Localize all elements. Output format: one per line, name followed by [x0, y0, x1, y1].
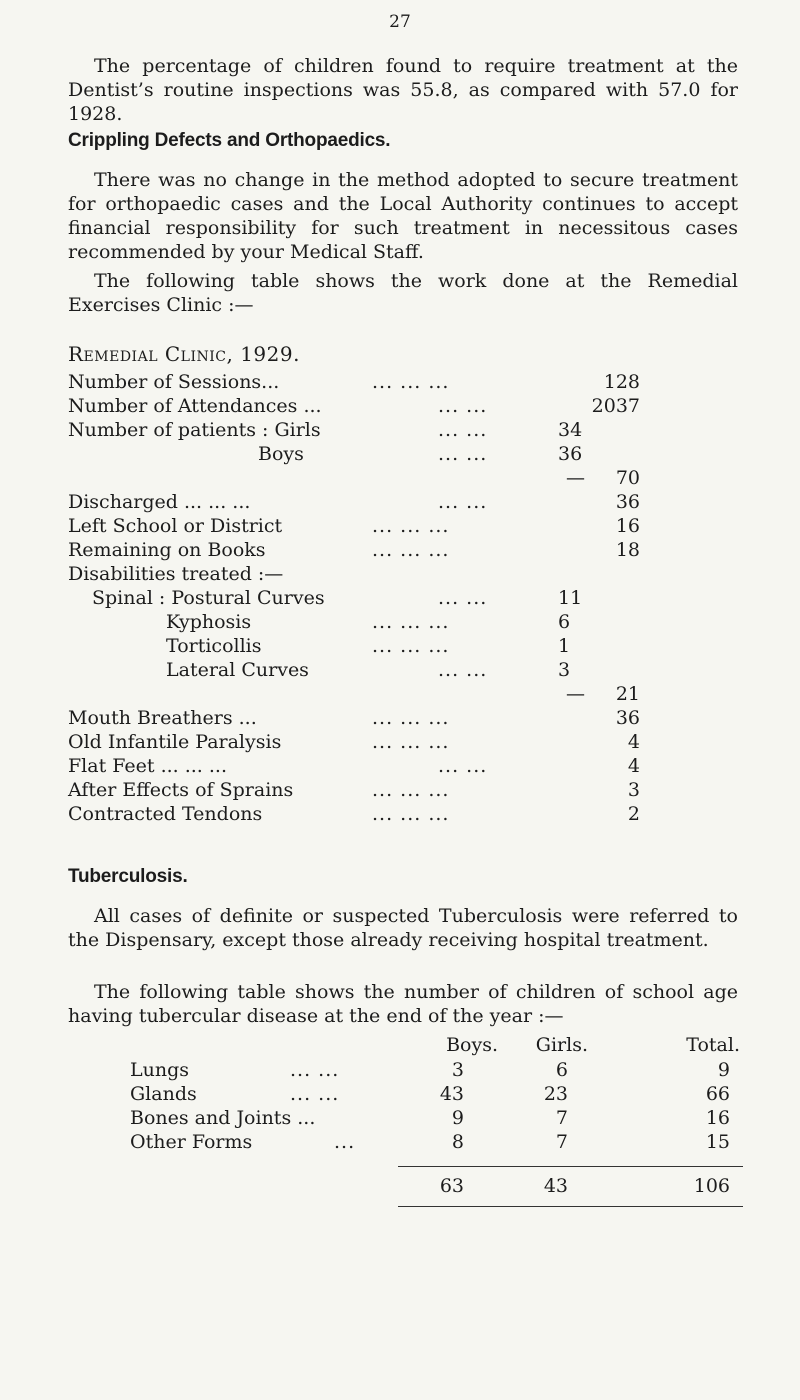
- leader-dots: ... ... ...: [372, 779, 450, 801]
- table-row: [0, 466, 800, 490]
- row-label: Number of patients : Girls: [68, 419, 321, 441]
- row-label: Kyphosis: [166, 611, 252, 633]
- leader-dots: ... ... ...: [372, 515, 450, 537]
- row-value: 128: [603, 371, 640, 393]
- row-value: 2037: [591, 395, 640, 417]
- table-row: [0, 610, 800, 634]
- boys-total: 63: [439, 1175, 464, 1197]
- row-label: Bones and Joints ...: [130, 1107, 316, 1129]
- table-row: [0, 514, 800, 538]
- table-row: [0, 682, 800, 706]
- column-header-total: Total.: [686, 1034, 740, 1056]
- table-row: [0, 778, 800, 802]
- leader-dots: ... ...: [438, 659, 488, 681]
- table-row: [0, 418, 800, 442]
- boys-cell: 9: [451, 1107, 464, 1129]
- total-rule-top: [398, 1166, 743, 1167]
- leader-dots: ... ...: [438, 587, 488, 609]
- grand-total: 106: [693, 1175, 730, 1197]
- remedial-intro-paragraph: The following table shows the work done at the Remedial Exercises Clinic :—: [68, 270, 738, 316]
- row-label: Lungs: [130, 1059, 190, 1081]
- table-row: [0, 706, 800, 730]
- table-row: [0, 490, 800, 514]
- leader-dots: ... ...: [290, 1059, 340, 1081]
- row-label: Mouth Breathers ...: [68, 707, 257, 729]
- total-rule-bottom: [398, 1206, 743, 1207]
- row-label: Boys: [258, 443, 304, 465]
- subtotal-dash: —: [566, 467, 585, 489]
- row-label: Spinal : Postural Curves: [92, 587, 325, 609]
- leader-dots: ... ...: [438, 491, 488, 513]
- remedial-clinic-title: Remedial Clinic, 1929.: [68, 342, 300, 366]
- row-label: Lateral Curves: [166, 659, 309, 681]
- table-row: [0, 562, 800, 586]
- row-subvalue: 36: [558, 443, 583, 465]
- table-row: [0, 1058, 800, 1082]
- row-label: Torticollis: [166, 635, 262, 657]
- table-row: [0, 754, 800, 778]
- row-value: 36: [615, 491, 640, 513]
- leader-dots: ... ... ...: [372, 371, 450, 393]
- row-value: 3: [627, 779, 640, 801]
- column-header-girls: Girls.: [535, 1034, 588, 1056]
- table-row: [0, 658, 800, 682]
- row-label: After Effects of Sprains: [68, 779, 294, 801]
- table-row: [0, 634, 800, 658]
- row-value: 2: [627, 803, 640, 825]
- leader-dots: ... ...: [290, 1083, 340, 1105]
- total-cell: 66: [705, 1083, 730, 1105]
- orthopaedic-paragraph: There was no change in the method adopted to secure treatment for orthopaedic cases and the Local Authority continues to accept financial responsibility for such treatment in necessitous cases recommended by your Medical Staff.: [68, 169, 738, 263]
- tb-table-intro-paragraph: The following table shows the number of children of school age having tubercular disease at the end of the year :—: [68, 981, 738, 1027]
- crippling-defects-heading: Crippling Defects and Orthopaedics.: [68, 130, 391, 151]
- leader-dots: ... ... ...: [372, 635, 450, 657]
- leader-dots: ... ... ...: [372, 803, 450, 825]
- row-value: 70: [615, 467, 640, 489]
- table-row: [0, 730, 800, 754]
- table-row: [0, 1106, 800, 1130]
- leader-dots: ... ...: [438, 755, 488, 777]
- girls-cell: 23: [543, 1083, 568, 1105]
- leader-dots: ... ... ...: [372, 707, 450, 729]
- dentist-paragraph: The percentage of children found to require treatment at the Dentist’s routine inspections was 55.8, as compared with 57.0 for 1928.: [68, 55, 738, 125]
- table-row: [0, 538, 800, 562]
- table-row: [0, 394, 800, 418]
- tuberculosis-heading: Tuberculosis.: [68, 866, 188, 887]
- row-subvalue: 1: [558, 635, 571, 657]
- row-subvalue: 11: [558, 587, 583, 609]
- row-label: Contracted Tendons: [68, 803, 263, 825]
- row-label: Flat Feet ... ... ...: [68, 755, 228, 777]
- leader-dots: ... ...: [438, 419, 488, 441]
- table-row: [0, 586, 800, 610]
- table-row: [0, 1082, 800, 1106]
- row-value: 4: [627, 755, 640, 777]
- row-label: Number of Attendances ...: [68, 395, 322, 417]
- leader-dots: ... ... ...: [372, 611, 450, 633]
- row-label: Remaining on Books: [68, 539, 266, 561]
- leader-dots: ... ...: [438, 395, 488, 417]
- row-value: 4: [627, 731, 640, 753]
- row-label: Left School or District: [68, 515, 283, 537]
- leader-dots: ... ...: [438, 443, 488, 465]
- row-label: Other Forms: [130, 1131, 253, 1153]
- table-row: [0, 802, 800, 826]
- leader-dots: ... ... ...: [372, 731, 450, 753]
- row-label: Number of Sessions...: [68, 371, 280, 393]
- row-value: 18: [615, 539, 640, 561]
- leader-dots: ... ... ...: [372, 539, 450, 561]
- boys-cell: 43: [439, 1083, 464, 1105]
- total-cell: 15: [705, 1131, 730, 1153]
- girls-cell: 7: [555, 1131, 568, 1153]
- subtotal-dash: —: [566, 683, 585, 705]
- boys-cell: 3: [451, 1059, 464, 1081]
- row-subvalue: 34: [558, 419, 583, 441]
- row-label: Disabilities treated :—: [68, 563, 284, 585]
- table-row: [0, 442, 800, 466]
- row-label: Old Infantile Paralysis: [68, 731, 282, 753]
- table-row: [0, 1130, 800, 1154]
- total-cell: 9: [717, 1059, 730, 1081]
- leader-dots: ...: [334, 1131, 356, 1153]
- girls-total: 43: [543, 1175, 568, 1197]
- row-label: Discharged ... ... ...: [68, 491, 251, 513]
- total-cell: 16: [705, 1107, 730, 1129]
- row-subvalue: 3: [558, 659, 571, 681]
- column-header-boys: Boys.: [446, 1034, 498, 1056]
- page-number: 27: [389, 12, 411, 32]
- row-value: 16: [615, 515, 640, 537]
- girls-cell: 7: [555, 1107, 568, 1129]
- totals-row: [0, 1174, 800, 1198]
- girls-cell: 6: [555, 1059, 568, 1081]
- tuberculosis-paragraph: All cases of definite or suspected Tuberculosis were referred to the Dispensary, except those already receiving hospital treatment.: [68, 905, 738, 951]
- row-subvalue: 6: [558, 611, 571, 633]
- boys-cell: 8: [451, 1131, 464, 1153]
- table-row: [0, 370, 800, 394]
- row-value: 21: [615, 683, 640, 705]
- row-value: 36: [615, 707, 640, 729]
- row-label: Glands: [130, 1083, 197, 1105]
